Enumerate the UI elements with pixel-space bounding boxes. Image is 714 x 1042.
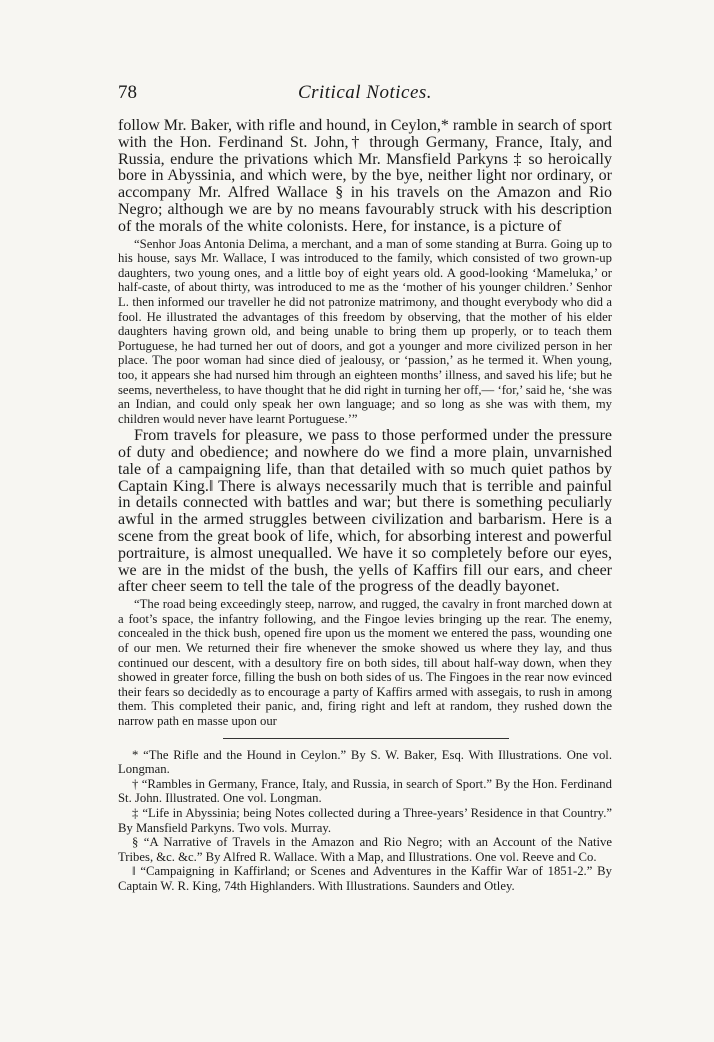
running-title: Critical Notices. bbox=[297, 82, 433, 103]
page-body bbox=[118, 118, 612, 894]
block-quote: “The road being exceedingly steep, narrow, and rugged, the cavalry in front marched down at a foot’s space, the infantry following, and the Fingoe levies bringing up the rear. The enemy, concealed in the thick bush, opened fire upon us the moment we entered the pass, wounding one of our men. We returned their fire whenever the smoke showed us where they lay, and thus continued our descent, with a desultory fire on both sides, till about half-way down, when they showed in greater force, filling the bush on both sides of us. The Fingoes in the rear now evinced their fears so decidedly as to encourage a party of Kaffirs armed with assegais, to rush in among them. This completed their panic, and, firing right and left at random, they rushed down the narrow path en masse upon our bbox=[118, 597, 612, 729]
footnote: † “Rambles in Germany, France, Italy, and Russia, in search of Sport.” By the Hon. Ferdinand St. John. Illustrated. One vol. Longman. bbox=[118, 776, 612, 806]
footnote: ‖ “Campaigning in Kaffirland; or Scenes and Adventures in the Kaffir War of 1851-2.” By Captain W. R. King, 74th Highlanders. With Illustrations. Saunders and Otley. bbox=[118, 864, 612, 893]
footnote: § “A Narrative of Travels in the Amazon and Rio Negro; with an Account of the Native Tribes, &c. &c.” By Alfred R. Wallace. With a Map, and Illustrations. One vol. Reeve and Co. bbox=[118, 835, 612, 864]
page-number: 78 bbox=[118, 82, 137, 103]
footnotes bbox=[118, 748, 612, 894]
block-quote: “Senhor Joas Antonia Delima, a merchant, and a man of some standing at Burra. Going up to his house, says Mr. Wallace, I was introduced to the family, which consisted of two grown-up daughters, two young ones, and a little boy of eight years old. A good-looking ‘Mameluka,’ or half-caste, of about thirty, was introduced to me as the ‘mother of his younger children.’ Senhor L. then informed our traveller he did not patronize matrimony, and thought everybody who did a fool. He illustrated the advantages of this freedom by observing, that the mother of his elder daughters having grown old, and being unable to bring them up properly, or to teach them Portuguese, he had turned her out of doors, and got a younger and more civilized person in her place. The poor woman had since died of jealousy, or ‘passion,’ as he termed it. When young, too, it appears she had nursed him through an eighteen months’ illness, and saved his life; but he seems, nevertheless, to have thought that he did right in turning her off,— ‘for,’ said he, ‘she was an Indian, and could only speak her own language; and so long as she was with them, my children would never have learnt Portuguese.’” bbox=[118, 236, 612, 426]
body-paragraph: From travels for pleasure, we pass to those performed under the pressure of duty and obedience; and nowhere do we find a more plain, unvarnished tale of a campaigning life, than that detailed with so much quiet pathos by Captain King.‖ There is always necessarily much that is terrible and painful in details connected with battles and war; but there is something peculiarly awful in the armed struggles between civilization and barbarism. Here is a scene from the great book of life, which, for absorbing interest and powerful portraiture, is almost unequalled. We have it so completely before our eyes, we are in the midst of the bush, the yells of Kaffirs fill our ears, and cheer after cheer seem to tell the tale of the progress of the deadly bayonet. bbox=[118, 427, 612, 596]
footnote: ‡ “Life in Abyssinia; being Notes collected during a Three-years’ Residence in that Country.” By Mansfield Parkyns. Two vols. Murray. bbox=[118, 805, 612, 835]
body-paragraph: follow Mr. Baker, with rifle and hound, in Ceylon,* ramble in search of sport with the Hon. Ferdinand St. John,† through Germany, France, Italy, and Russia, endure the privations which Mr. Mansfield Parkyns ‡ so heroically bore in Abyssinia, and which were, by the bye, neither light nor ordinary, or accompany Mr. Alfred Wallace § in his travels on the Amazon and Rio Negro; although we are by no means favourably struck with his description of the morals of the white colonists. Here, for instance, is a picture of bbox=[118, 117, 612, 235]
page-header bbox=[118, 82, 612, 106]
footnote-divider bbox=[223, 738, 509, 739]
footnote: * “The Rifle and the Hound in Ceylon.” By S. W. Baker, Esq. With Illustrations. One vol. Longman. bbox=[118, 747, 612, 777]
